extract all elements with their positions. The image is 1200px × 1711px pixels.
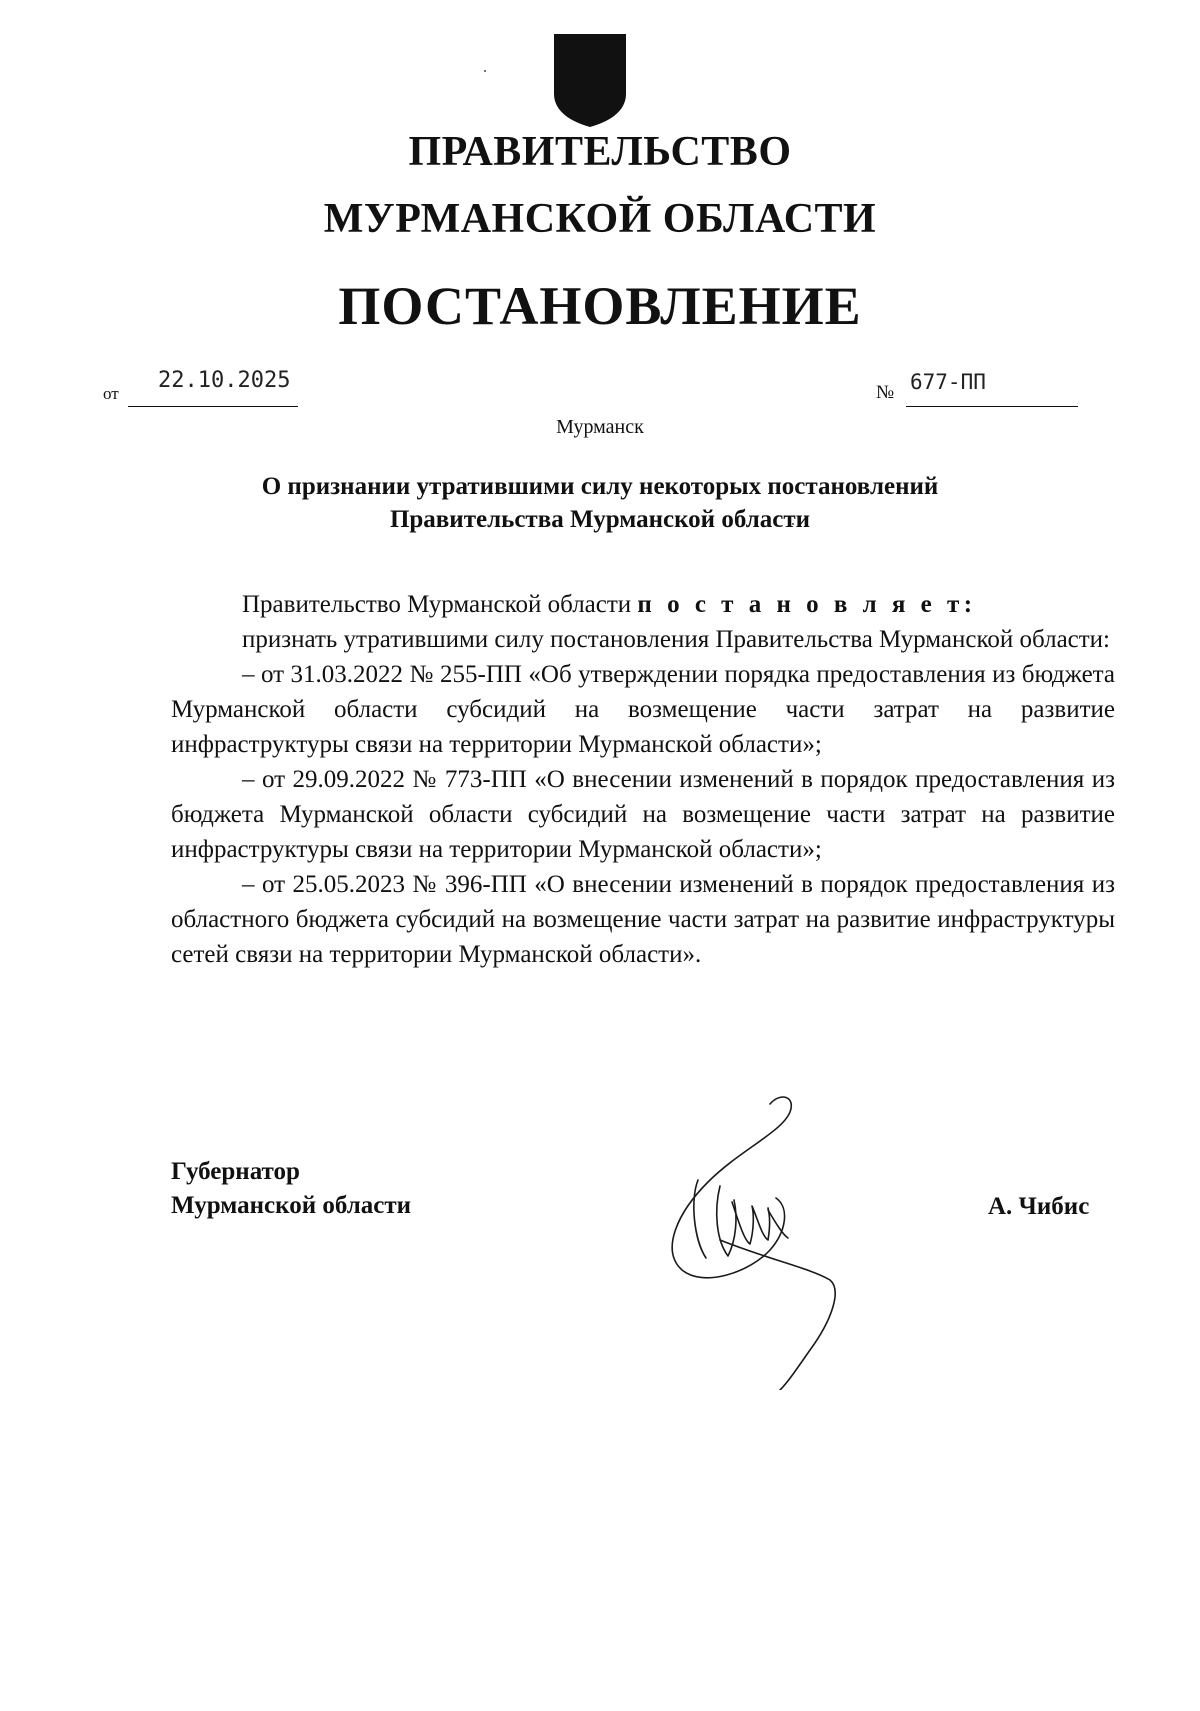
date-prefix: от (103, 384, 119, 403)
coat-of-arms-icon (550, 32, 630, 128)
document-body (171, 587, 1115, 972)
scan-speck (484, 70, 486, 72)
document-date: 22.10.2025 (158, 368, 291, 393)
signer-name: А. Чибис (988, 1193, 1090, 1220)
intro-text: Правительство Мурманской области (242, 591, 638, 618)
organization-name-line2: МУРМАНСКОЙ ОБЛАСТИ (323, 196, 877, 242)
signer-position (171, 1155, 411, 1223)
decision-paragraph: признать утратившими силу постановления Правительства Мурманской области: (242, 626, 1111, 653)
document-type: ПОСТАНОВЛЕНИЕ (338, 276, 862, 336)
document-title (150, 470, 1050, 536)
title-line1: О признании утратившими силу некоторых постановлений (261, 473, 939, 500)
document-city: Мурманск (556, 416, 644, 438)
intro-action: п о с т а н о в л я е т: (637, 591, 977, 618)
date-underline (128, 406, 298, 407)
document-number: 677-ПП (910, 370, 986, 394)
number-prefix: № (876, 382, 895, 403)
list-item: – от 25.05.2023 № 396-ПП «О внесении изменений в порядок предоставления из областного бюджета субсидий на возмещение части затрат на развитие инфраструктуры сетей связи на территории Мурманской области». (171, 871, 1115, 968)
handwritten-signature (620, 1090, 920, 1390)
signer-position-line2: Мурманской области (171, 1192, 412, 1219)
list-item: – от 31.03.2022 № 255-ПП «Об утверждении порядка предоставления из бюджета Мурманской области субсидий на возмещение части затрат на развитие инфраструктуры связи на территории Мурманской области»; (171, 661, 1115, 758)
organization-name-line1: ПРАВИТЕЛЬСТВО (408, 129, 792, 175)
intro-paragraph (171, 587, 1115, 622)
title-line2: Правительства Мурманской области (389, 506, 811, 533)
signer-position-line1: Губернатор (171, 1158, 300, 1185)
list-item: – от 29.09.2022 № 773-ПП «О внесении изменений в порядок предоставления из бюджета Мурманской области субсидий на возмещение части затрат на развитие инфраструктуры связи на территории Мурманской области»; (171, 766, 1115, 863)
document-meta-row (0, 368, 1200, 408)
number-underline (906, 406, 1078, 407)
